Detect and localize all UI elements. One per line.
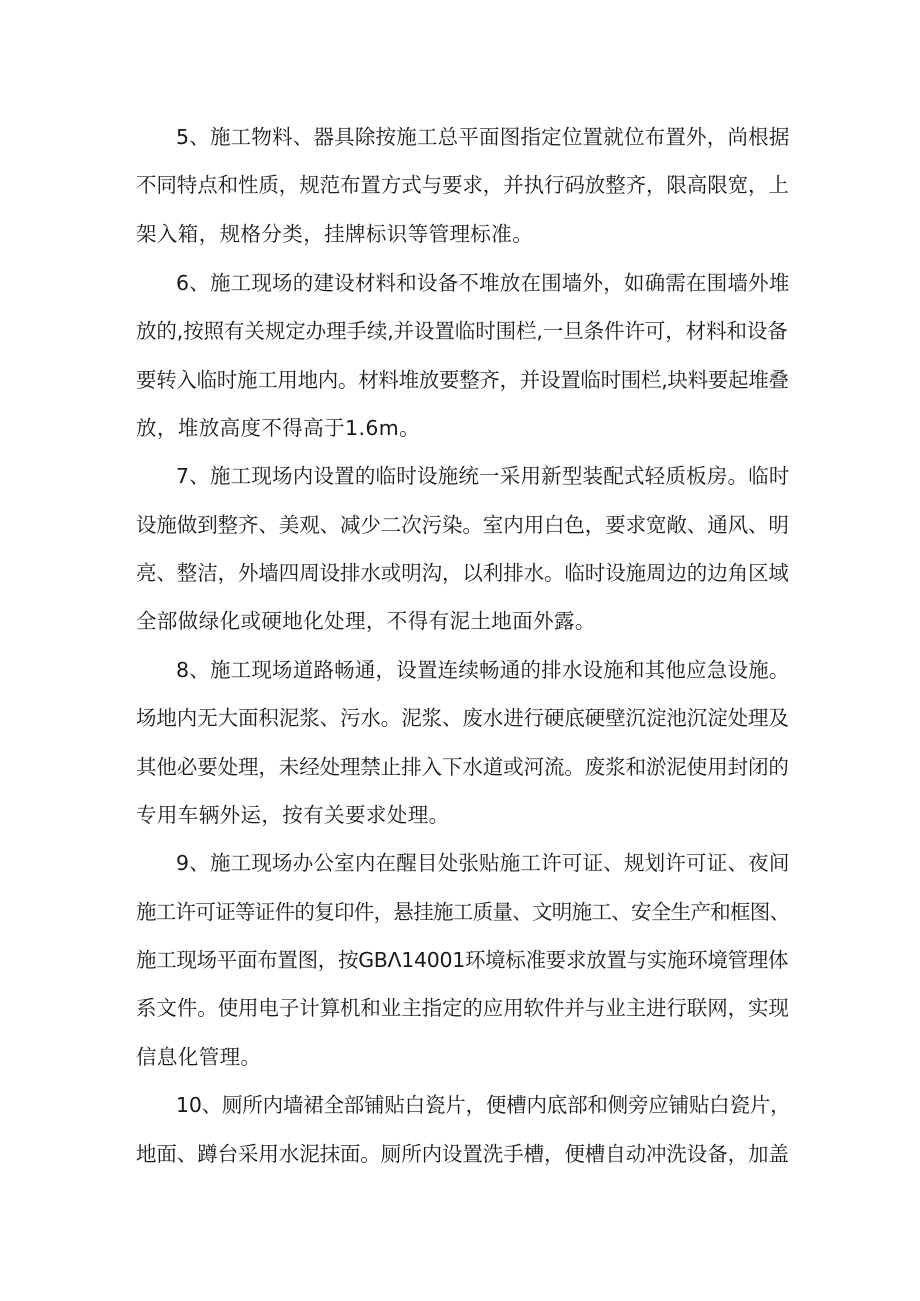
paragraph-9-line-1: 9、施工现场办公室内在醒目处张贴施工许可证、规划许可证、夜间 [176,851,790,875]
paragraph-8-line-1: 8、施工现场道路畅通，设置连续畅通的排水设施和其他应急设施。 [176,658,790,682]
paragraph-5-line-2: 不同特点和性质，规范布置方式与要求，并执行码放整齐，限高限宽，上 [136,173,789,197]
paragraph-7-line-2: 设施做到整齐、美观、减少二次污染。室内用白色，要求宽敞、通风、明 [136,513,789,537]
paragraph-5-line-3: 架入箱，规格分类，挂牌标识等管理标准。 [136,222,534,246]
paragraph-7-line-4: 全部做绿化或硬地化处理，不得有泥土地面外露。 [136,609,596,633]
paragraph-9-line-2: 施工许可证等证件的复印件，悬挂施工质量、文明施工、安全生产和框图、 [136,900,790,924]
paragraph-6-line-4: 放，堆放高度不得高于1.6m。 [136,416,421,440]
paragraph-5-line-1: 5、施工物料、器具除按施工总平面图指定位置就位布置外，尚根据 [176,125,790,149]
paragraph-7-line-1: 7、施工现场内设置的临时设施统一采用新型装配式轻质板房。临时 [176,464,790,488]
paragraph-6-line-3: 要转入临时施工用地内。材料堆放要整齐，并设置临时围栏,块料要起堆叠 [136,368,789,392]
paragraph-9-line-3: 施工现场平面布置图，按GBΛ14001环境标准要求放置与实施环境管理体 [136,948,789,972]
paragraph-9-line-5: 信息化管理。 [136,1045,262,1069]
paragraph-8-line-2: 场地内无大面积泥浆、污水。泥浆、废水进行硬底硬壁沉淀池沉淀处理及 [136,706,789,730]
paragraph-9-line-4: 系文件。使用电子计算机和业主指定的应用软件并与业主进行联网，实现 [136,996,789,1020]
paragraph-8-line-4: 专用车辆外运，按有关要求处理。 [136,803,450,827]
paragraph-10-line-1: 10、厕所内墙裙全部铺贴白瓷片，便槽内底部和侧旁应铺贴白瓷片， [176,1093,791,1117]
paragraph-6-line-2: 放的,按照有关规定办理手续,并设置临时围栏,一旦条件许可，材料和设备 [136,319,788,343]
paragraph-6-line-1: 6、施工现场的建设材料和设备不堆放在围墙外，如确需在围墙外堆 [176,271,790,295]
paragraph-7-line-3: 亮、整洁，外墙四周设排水或明沟，以利排水。临时设施周边的边角区域 [136,561,789,585]
paragraph-8-line-3: 其他必要处理，未经处理禁止排入下水道或河流。废浆和淤泥使用封闭的 [136,755,789,779]
paragraph-10-line-2: 地面、蹲台采用水泥抹面。厕所内设置洗手槽，便槽自动冲洗设备，加盖 [136,1142,789,1166]
